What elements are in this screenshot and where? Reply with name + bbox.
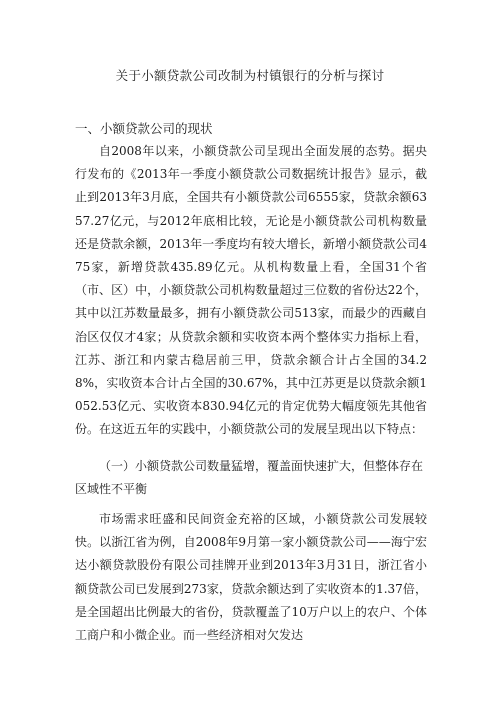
body-paragraph-1: 自2008年以来，小额贷款公司呈现出全面发展的态势。据央行发布的《2013年一季度小额贷款公司数据统计报告》显示，截止到2013年3月底，全国共有小额贷款公司6555家，贷款余额6357.27亿元，与2012年底相比较，无论是小额贷款公司机构数量还是贷款余额，2013年一季度均有较大增长，新增小额贷款公司475家，新增贷款435.89亿元。从机构数量上看，全国31个省（市、区）中，小额贷款公司机构数量超过三位数的省份达22个，其中以江苏数量最多，拥有小额贷款公司513家，而最少的西藏自治区仅仅才4家；从贷款余额和实收资本两个整体实力指标上看，江苏、浙江和内蒙古稳居前三甲，贷款余额合计占全国的34.28%，实收资本合计占全国的30.67%，其中江苏更是以贷款余额1052.53亿元、实收资本830.94亿元的肯定优势大幅度领先其他省份。在这近五年的实践中，小额贷款公司的发展呈现出以下特点：: [75, 144, 427, 437]
subsection-heading: （一）小额贷款公司数量猛增，覆盖面快速扩大，但整体存在区域性不平衡: [75, 459, 424, 497]
section-heading: 一、小额贷款公司的现状: [75, 121, 213, 136]
body-paragraph-2: 市场需求旺盛和民间资金充裕的区域，小额贷款公司发展较快。以浙江省为例，自2008年9月第一家小额贷款公司——海宁宏达小额贷款股份有限公司挂牌开业到2013年3月31日，浙江省小额贷款公司已发展到273家，贷款余额达到了实收资本的1.37倍，是全国超出比例最大的省份，贷款覆盖了10万户以上的农户、个体工商户和小微企业。而一些经济相对欠发达: [75, 512, 427, 643]
document-title: 关于小额贷款公司改制为村镇银行的分析与探讨: [115, 68, 385, 83]
